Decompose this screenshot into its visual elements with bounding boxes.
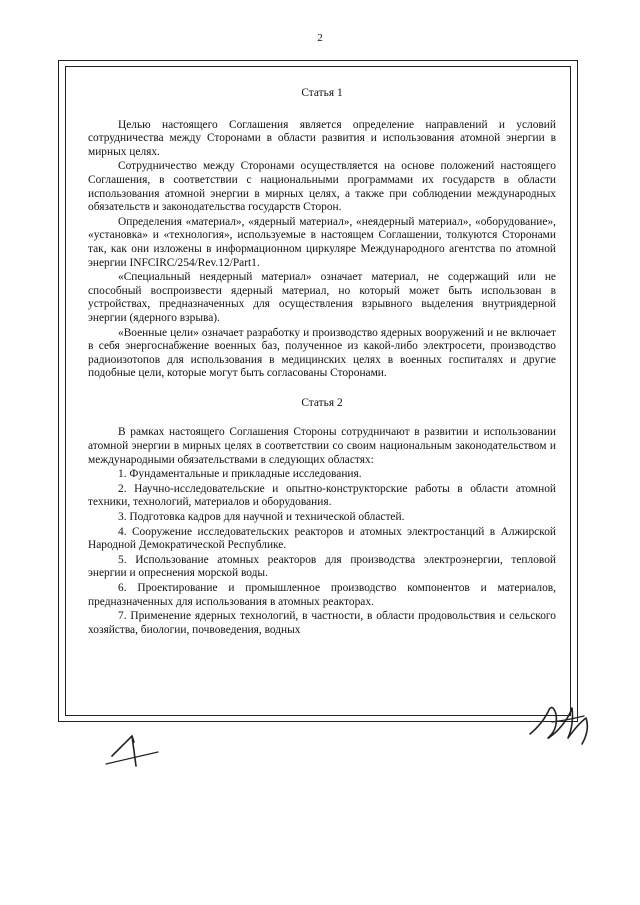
article-1-paragraph: «Военные цели» означает разработку и производство ядерных вооружений и не включает в себя энергоснабжение военных баз, полученное из какой-либо электросети, производство радиоизотопов для использования в медицинских целях в военных госпиталях и другие подобные цели, которые могут быть согласованы Сторонами. [88, 326, 556, 380]
article-2-list-item: 7. Применение ядерных технологий, в частности, в области продовольствия и сельского хозяйства, биологии, почвоведения, водных [88, 610, 556, 636]
article-1-paragraph: Определения «материал», «ядерный материал», «неядерный материал», «оборудование», «установка» и «технология», используемые в настоящем Соглашении, толкуются Сторонами так, как они изложены в информационном циркуляре Международного агентства по атомной энергии INFCIRC/254/Rev.12/Part1. [88, 215, 556, 269]
article-2-list-item: 4. Сооружение исследовательских реакторов и атомных электростанций в Алжирской Народной Демократической Республике. [88, 525, 556, 552]
article-2-list-item: 2. Научно-исследовательские и опытно-конструкторские работы в области атомной техники, технологий, материалов и оборудования. [88, 482, 556, 509]
article-1-paragraph: Целью настоящего Соглашения является определение направлений и условий сотрудничества между Сторонами в области развития и использования атомной энергии в мирных целях. [88, 118, 556, 158]
handwritten-mark [102, 722, 162, 770]
page-number: 2 [317, 32, 323, 44]
article-2-title: Статья 2 [301, 396, 343, 409]
article-2-list-item: 1. Фундаментальные и прикладные исследования. [118, 468, 362, 481]
document-body [88, 82, 556, 638]
article-2-list-item: 6. Проектирование и промышленное производство компонентов и материалов, предназначенных для использования в атомных реакторах. [88, 582, 556, 608]
article-1-paragraph: «Специальный неядерный материал» означает материал, не содержащий или не способный воспроизвести ядерный материал, но который может быть использован в устройствах, предназначенных для осуществления взрывного выделения внутриядерной энергии (ядерного взрыва). [88, 271, 556, 324]
signature-mark [522, 694, 602, 750]
article-1-title: Статья 1 [301, 87, 343, 99]
article-2-paragraph: В рамках настоящего Соглашения Стороны сотрудничают в развитии и использовании атомной энергии в мирных целях в соответствии со своим национальным законодательством и международными обязательствами в следующих областях: [88, 426, 556, 466]
article-2-list-item: 3. Подготовка кадров для научной и технической областей. [118, 511, 405, 524]
article-2-list-item: 5. Использование атомных реакторов для производства электроэнергии, тепловой энергии и опреснения морской воды. [88, 553, 556, 580]
article-1-paragraph: Сотрудничество между Сторонами осуществляется на основе положений настоящего Соглашения, в соответствии с национальными программами их государств в области использования атомной энергии в мирных целях, а также при соблюдении международных обязательств и законодательства государств Сторон. [88, 160, 556, 214]
